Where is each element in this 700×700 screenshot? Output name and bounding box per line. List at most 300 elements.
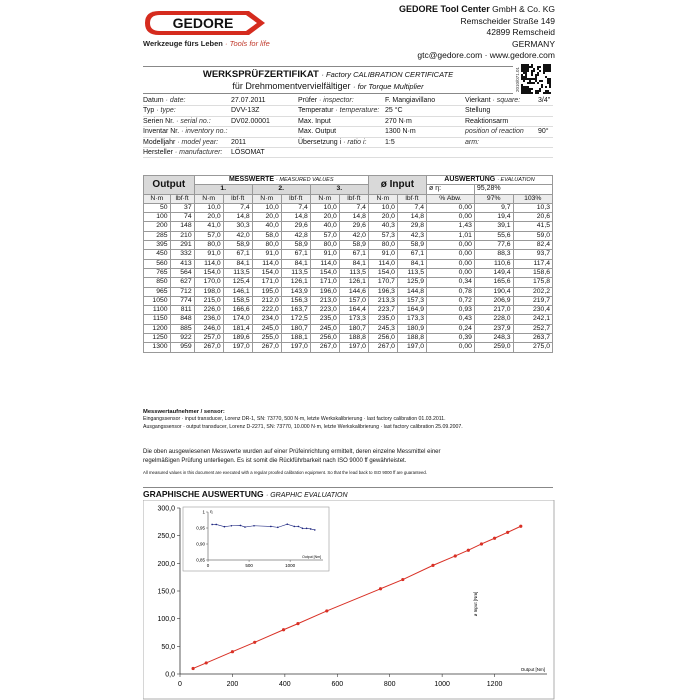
table-cell: 144,8 bbox=[397, 287, 426, 296]
table-cell: 37 bbox=[170, 203, 194, 212]
table-cell: 165,6 bbox=[474, 278, 513, 287]
table-cell: 114,0 bbox=[310, 259, 339, 268]
table-cell: 850 bbox=[144, 278, 171, 287]
traceability-notice bbox=[143, 448, 553, 465]
table-cell: 1050 bbox=[144, 296, 171, 305]
table-cell: 30,3 bbox=[223, 222, 252, 231]
table-cell: 74 bbox=[170, 213, 194, 222]
table-cell: 252,7 bbox=[513, 324, 552, 333]
unit-header: lbf·ft bbox=[339, 194, 368, 203]
table-cell: 0,34 bbox=[426, 278, 474, 287]
table-cell: 67,1 bbox=[339, 250, 368, 259]
table-cell: 195,0 bbox=[252, 287, 281, 296]
table-cell: 235,0 bbox=[368, 315, 397, 324]
table-cell: 1100 bbox=[144, 306, 171, 315]
table-cell: 158,5 bbox=[223, 296, 252, 305]
inset-data-point bbox=[286, 523, 288, 525]
company-suffix: GmbH & Co. KG bbox=[492, 4, 555, 14]
table-cell: 110,6 bbox=[474, 259, 513, 268]
tagline-de: Werkzeuge fürs Leben bbox=[143, 39, 223, 48]
run-3-header: 3. bbox=[310, 185, 368, 194]
table-cell: 114,0 bbox=[252, 259, 281, 268]
data-point bbox=[296, 622, 299, 625]
table-cell: 228,0 bbox=[474, 315, 513, 324]
table-cell: 0,00 bbox=[426, 213, 474, 222]
table-cell: 219,7 bbox=[513, 296, 552, 305]
table-cell: 39,1 bbox=[474, 222, 513, 231]
y-tick-label: 0,0 bbox=[165, 671, 175, 679]
table-cell: 14,8 bbox=[281, 213, 310, 222]
table-cell: 82,4 bbox=[513, 241, 552, 250]
table-cell: 172,5 bbox=[281, 315, 310, 324]
table-cell: 263,7 bbox=[513, 334, 552, 343]
table-cell: 143,9 bbox=[281, 287, 310, 296]
table-cell: 257,0 bbox=[194, 334, 223, 343]
table-cell: 7,4 bbox=[223, 203, 252, 212]
arm-label: arm: bbox=[465, 138, 479, 146]
table-cell: 197,0 bbox=[397, 343, 426, 352]
serial-value: DV02.00001 bbox=[231, 117, 270, 125]
inset-data-point bbox=[306, 528, 308, 530]
table-cell: 20,6 bbox=[513, 213, 552, 222]
square-label: Vierkant · square: bbox=[465, 97, 521, 104]
table-cell: 42,3 bbox=[397, 231, 426, 240]
table-cell: 117,4 bbox=[513, 259, 552, 268]
output-sensor-line: Ausgangssensor · output transducer, Lorenz D-2271, SN: 73770, 10.000 N·m, letzte Werkskalibrierung · last factory calibration 25.09.2007. bbox=[143, 423, 463, 430]
table-cell: 154,0 bbox=[194, 268, 223, 277]
table-cell: 223,0 bbox=[310, 306, 339, 315]
inset-data-point bbox=[211, 524, 213, 526]
table-cell: 84,1 bbox=[397, 259, 426, 268]
table-cell: 180,7 bbox=[281, 324, 310, 333]
table-cell: 170,0 bbox=[194, 278, 223, 287]
table-cell: 144,6 bbox=[339, 287, 368, 296]
table-cell: 84,1 bbox=[281, 259, 310, 268]
table-cell: 67,1 bbox=[397, 250, 426, 259]
table-cell: 188,8 bbox=[397, 334, 426, 343]
table-cell: 10,0 bbox=[310, 203, 339, 212]
table-cell: 188,1 bbox=[281, 334, 310, 343]
table-cell: 256,0 bbox=[368, 334, 397, 343]
inset-data-point bbox=[244, 526, 246, 528]
table-cell: 7,4 bbox=[281, 203, 310, 212]
inset-data-point bbox=[293, 526, 295, 528]
table-cell: 91,0 bbox=[252, 250, 281, 259]
table-row bbox=[144, 278, 553, 287]
table-cell: 217,0 bbox=[474, 306, 513, 315]
table-cell: 156,3 bbox=[281, 296, 310, 305]
table-cell: 126,1 bbox=[281, 278, 310, 287]
notice-line-3: All measured values in this document are executed with a regular proofed calibration equipment. So that the lead back to ISO 9000 ff are guaranteed. bbox=[143, 470, 427, 475]
unit-header: N·m bbox=[368, 194, 397, 203]
info-row bbox=[143, 148, 553, 158]
table-cell: 223,7 bbox=[368, 306, 397, 315]
position-label: Stellung bbox=[465, 107, 491, 115]
table-row bbox=[144, 306, 553, 315]
table-cell: 965 bbox=[144, 287, 171, 296]
measurement-table bbox=[143, 175, 553, 353]
x-axis-label: Output [Nm] bbox=[520, 667, 545, 672]
table-cell: 10,0 bbox=[368, 203, 397, 212]
data-point bbox=[282, 628, 285, 631]
data-point bbox=[431, 564, 434, 567]
data-point bbox=[253, 641, 256, 644]
table-cell: 20,0 bbox=[194, 213, 223, 222]
table-cell: 222,0 bbox=[252, 306, 281, 315]
table-cell: 113,5 bbox=[397, 268, 426, 277]
x-tick-label: 200 bbox=[226, 681, 239, 688]
date-label: Datum · date: bbox=[143, 97, 186, 104]
table-cell: 197,0 bbox=[281, 343, 310, 352]
unit-header: lbf·ft bbox=[281, 194, 310, 203]
table-cell: 67,1 bbox=[223, 250, 252, 259]
table-cell: 29,8 bbox=[397, 222, 426, 231]
table-cell: 164,4 bbox=[339, 306, 368, 315]
max-output-label: Max. Output bbox=[298, 128, 337, 136]
table-cell: 256,0 bbox=[310, 334, 339, 343]
table-cell: 7,4 bbox=[397, 203, 426, 212]
table-cell: 113,5 bbox=[223, 268, 252, 277]
table-cell: 91,0 bbox=[368, 250, 397, 259]
y-axis-label: ø Input [Nm] bbox=[473, 591, 478, 617]
data-point bbox=[506, 531, 509, 534]
info-block bbox=[143, 96, 553, 158]
table-cell: 58,9 bbox=[339, 241, 368, 250]
data-point bbox=[325, 609, 328, 612]
table-cell: 226,0 bbox=[194, 306, 223, 315]
table-cell: 774 bbox=[170, 296, 194, 305]
inventory-label: Inventar Nr. · inventory no.: bbox=[143, 128, 228, 136]
table-cell: 113,5 bbox=[281, 268, 310, 277]
table-cell: 171,0 bbox=[252, 278, 281, 287]
table-cell: 0,93 bbox=[426, 306, 474, 315]
table-cell: 40,3 bbox=[368, 222, 397, 231]
input-sensor-line: Eingangssensor · input transducer, Lorenz DR-1, SN: 73770, 500 N·m, letzte Werkskalibrierung · last factory calibration 01.03.2011. bbox=[143, 416, 446, 423]
table-cell: 7,4 bbox=[339, 203, 368, 212]
table-cell: 267,0 bbox=[368, 343, 397, 352]
ratio-value: 1:5 bbox=[385, 138, 395, 146]
table-cell: 267,0 bbox=[194, 343, 223, 352]
table-cell: 1300 bbox=[144, 343, 171, 352]
table-row bbox=[144, 203, 553, 212]
table-cell: 113,5 bbox=[339, 268, 368, 277]
table-cell: 202,2 bbox=[513, 287, 552, 296]
y-tick-label: 50,0 bbox=[161, 643, 175, 651]
type-value: DVV-13Z bbox=[231, 107, 260, 115]
run-2-header: 2. bbox=[252, 185, 310, 194]
data-point bbox=[231, 650, 234, 653]
table-cell: 154,0 bbox=[368, 268, 397, 277]
table-cell: 0,00 bbox=[426, 259, 474, 268]
inset-chart bbox=[183, 507, 329, 571]
inset-x-tick-label: 1000 bbox=[285, 563, 296, 568]
y-tick-label: 200,0 bbox=[157, 560, 175, 568]
x-tick-label: 1000 bbox=[434, 681, 450, 688]
inset-y-label: η bbox=[210, 509, 213, 514]
table-cell: 125,9 bbox=[397, 278, 426, 287]
inset-data-point bbox=[277, 527, 279, 529]
table-cell: 125,4 bbox=[223, 278, 252, 287]
table-cell: 413 bbox=[170, 259, 194, 268]
output-header: Output bbox=[144, 176, 195, 195]
inset-data-point bbox=[231, 525, 233, 527]
inset-data-point bbox=[314, 529, 316, 531]
inset-y-tick-label: 0,90 bbox=[196, 541, 205, 547]
table-cell: 55,6 bbox=[474, 231, 513, 240]
table-cell: 163,7 bbox=[281, 306, 310, 315]
table-cell: 267,0 bbox=[310, 343, 339, 352]
table-cell: 10,0 bbox=[252, 203, 281, 212]
data-point bbox=[379, 587, 382, 590]
table-row bbox=[144, 213, 553, 222]
info-row bbox=[143, 106, 553, 116]
manufacturer-value: LÖSOMAT bbox=[231, 148, 265, 156]
company-address bbox=[399, 4, 555, 62]
qr-code bbox=[521, 64, 551, 94]
table-cell: 0,78 bbox=[426, 287, 474, 296]
table-cell: 40,0 bbox=[252, 222, 281, 231]
table-cell: 248,3 bbox=[474, 334, 513, 343]
table-body bbox=[144, 203, 553, 352]
table-cell: 58,0 bbox=[252, 231, 281, 240]
data-point bbox=[519, 525, 522, 528]
table-cell: 20,0 bbox=[310, 213, 339, 222]
calibration-chart bbox=[143, 500, 555, 700]
table-cell: 40,0 bbox=[310, 222, 339, 231]
data-point bbox=[493, 537, 496, 540]
evaluation-header: AUSWERTUNG · EVALUATION bbox=[426, 176, 552, 185]
temperature-label: Temperatur · temperature: bbox=[298, 107, 380, 115]
table-cell: 19,4 bbox=[474, 213, 513, 222]
inspector-label: Prüfer · inspector: bbox=[298, 97, 354, 104]
info-row bbox=[143, 138, 553, 148]
info-row bbox=[143, 96, 553, 106]
certificate-title bbox=[143, 66, 513, 94]
table-cell: 275,0 bbox=[513, 343, 552, 352]
sensor-header: Messwertaufnehmer / sensor: bbox=[143, 409, 225, 415]
table-cell: 50 bbox=[144, 203, 171, 212]
table-cell: 1,01 bbox=[426, 231, 474, 240]
input-header: ø Input bbox=[368, 176, 426, 195]
table-cell: 158,6 bbox=[513, 268, 552, 277]
table-row bbox=[144, 315, 553, 324]
unit-header: 103% bbox=[513, 194, 552, 203]
table-cell: 80,0 bbox=[194, 241, 223, 250]
table-cell: 246,0 bbox=[194, 324, 223, 333]
table-cell: 1200 bbox=[144, 324, 171, 333]
table-cell: 148 bbox=[170, 222, 194, 231]
table-cell: 126,1 bbox=[339, 278, 368, 287]
table-cell: 213,0 bbox=[310, 296, 339, 305]
table-cell: 0,72 bbox=[426, 296, 474, 305]
gedore-logo bbox=[143, 8, 269, 38]
data-point bbox=[454, 554, 457, 557]
eta-label: ø η: bbox=[426, 185, 474, 194]
x-tick-label: 1200 bbox=[486, 681, 503, 688]
table-cell: 0,24 bbox=[426, 324, 474, 333]
y-tick-label: 300,0 bbox=[157, 505, 175, 513]
table-cell: 171,0 bbox=[310, 278, 339, 287]
table-cell: 146,1 bbox=[223, 287, 252, 296]
unit-header: N·m bbox=[310, 194, 339, 203]
reaction-position-value: 90° bbox=[538, 128, 549, 136]
inspector-value: F. Mangiavillano bbox=[385, 97, 436, 104]
info-row bbox=[143, 117, 553, 127]
table-row bbox=[144, 296, 553, 305]
inset-data-point bbox=[240, 525, 242, 527]
table-cell: 959 bbox=[170, 343, 194, 352]
table-cell: 173,3 bbox=[397, 315, 426, 324]
graph-heading-en: · GRAPHIC EVALUATION bbox=[265, 492, 348, 499]
unit-header: lbf·ft bbox=[170, 194, 194, 203]
square-value: 3/4" bbox=[538, 97, 551, 104]
subtitle-en: · for Torque Multiplier bbox=[352, 82, 424, 91]
reaction-position-label: position of reaction bbox=[465, 128, 524, 136]
tagline-en: Tools for life bbox=[229, 39, 270, 48]
table-cell: 10,0 bbox=[194, 203, 223, 212]
unit-header: % Abw. bbox=[426, 194, 474, 203]
table-cell: 885 bbox=[170, 324, 194, 333]
table-cell: 848 bbox=[170, 315, 194, 324]
table-cell: 77,6 bbox=[474, 241, 513, 250]
sensor-section bbox=[143, 409, 553, 431]
table-cell: 57,3 bbox=[368, 231, 397, 240]
table-cell: 245,0 bbox=[310, 324, 339, 333]
table-cell: 450 bbox=[144, 250, 171, 259]
table-cell: 149,4 bbox=[474, 268, 513, 277]
table-cell: 42,0 bbox=[223, 231, 252, 240]
table-cell: 234,0 bbox=[252, 315, 281, 324]
table-cell: 14,8 bbox=[397, 213, 426, 222]
table-cell: 560 bbox=[144, 259, 171, 268]
max-output-value: 1300 N·m bbox=[385, 128, 416, 136]
inset-data-point bbox=[224, 526, 226, 528]
table-cell: 210 bbox=[170, 231, 194, 240]
contact: gtc@gedore.com · www.gedore.com bbox=[417, 50, 555, 60]
table-cell: 198,0 bbox=[194, 287, 223, 296]
table-cell: 190,4 bbox=[474, 287, 513, 296]
table-cell: 114,0 bbox=[194, 259, 223, 268]
table-cell: 197,0 bbox=[339, 343, 368, 352]
measured-values-header: MESSWERTE · MEASURED VALUES bbox=[194, 176, 368, 185]
table-cell: 712 bbox=[170, 287, 194, 296]
unit-header: N·m bbox=[194, 194, 223, 203]
data-point bbox=[480, 542, 483, 545]
table-cell: 922 bbox=[170, 334, 194, 343]
table-cell: 245,0 bbox=[252, 324, 281, 333]
table-cell: 0,00 bbox=[426, 343, 474, 352]
table-cell: 1150 bbox=[144, 315, 171, 324]
table-cell: 58,9 bbox=[281, 241, 310, 250]
table-cell: 41,5 bbox=[513, 222, 552, 231]
table-cell: 80,0 bbox=[252, 241, 281, 250]
data-point bbox=[467, 549, 470, 552]
table-row bbox=[144, 241, 553, 250]
table-cell: 1250 bbox=[144, 334, 171, 343]
table-cell: 1,43 bbox=[426, 222, 474, 231]
max-input-label: Max. Input bbox=[298, 117, 331, 125]
table-cell: 332 bbox=[170, 250, 194, 259]
table-cell: 154,0 bbox=[252, 268, 281, 277]
logo-text: GEDORE bbox=[172, 15, 234, 31]
table-cell: 164,9 bbox=[397, 306, 426, 315]
table-cell: 235,0 bbox=[310, 315, 339, 324]
table-cell: 0,00 bbox=[426, 241, 474, 250]
table-row bbox=[144, 222, 553, 231]
table-cell: 91,0 bbox=[310, 250, 339, 259]
table-cell: 20,0 bbox=[368, 213, 397, 222]
table-cell: 196,3 bbox=[368, 287, 397, 296]
inset-data-point bbox=[302, 528, 304, 530]
table-cell: 84,1 bbox=[339, 259, 368, 268]
table-cell: 42,0 bbox=[339, 231, 368, 240]
notice-line-1: Die oben ausgewiesenen Messwerte wurden auf einer Prüfeinrichtung ermittelt, deren einzelne Messmittel einer bbox=[143, 449, 441, 455]
reaction-arm-label: Reaktionsarm bbox=[465, 117, 509, 125]
table-row bbox=[144, 250, 553, 259]
unit-header: N·m bbox=[144, 194, 171, 203]
table-cell: 180,9 bbox=[397, 324, 426, 333]
temperature-value: 25 °C bbox=[385, 107, 403, 115]
table-cell: 259,0 bbox=[474, 343, 513, 352]
date-value: 27.07.2011 bbox=[231, 97, 266, 104]
table-cell: 242,1 bbox=[513, 315, 552, 324]
table-cell: 59,0 bbox=[513, 231, 552, 240]
table-cell: 14,8 bbox=[339, 213, 368, 222]
eta-value: 95,28% bbox=[474, 185, 552, 194]
info-row bbox=[143, 127, 553, 137]
table-cell: 80,0 bbox=[310, 241, 339, 250]
graph-heading-de: GRAPHISCHE AUSWERTUNG bbox=[143, 489, 264, 499]
table-cell: 189,6 bbox=[223, 334, 252, 343]
table-cell: 166,6 bbox=[223, 306, 252, 315]
model-year-label: Modelljahr · model year: bbox=[143, 138, 219, 146]
inset-data-point bbox=[298, 526, 300, 528]
table-cell: 93,7 bbox=[513, 250, 552, 259]
title-de: WERKSPRÜFZERTIFIKAT bbox=[202, 69, 319, 80]
inset-data-point bbox=[215, 524, 217, 526]
table-cell: 395 bbox=[144, 241, 171, 250]
model-year-value: 2011 bbox=[231, 138, 247, 146]
table-cell: 114,0 bbox=[368, 259, 397, 268]
table-cell: 100 bbox=[144, 213, 171, 222]
table-row bbox=[144, 231, 553, 240]
table-cell: 196,0 bbox=[310, 287, 339, 296]
y-tick-label: 250,0 bbox=[157, 533, 175, 541]
table-cell: 0,39 bbox=[426, 334, 474, 343]
unit-header: lbf·ft bbox=[397, 194, 426, 203]
city: 42899 Remscheid bbox=[486, 27, 555, 37]
table-cell: 58,9 bbox=[397, 241, 426, 250]
table-cell: 230,4 bbox=[513, 306, 552, 315]
table-cell: 58,9 bbox=[223, 241, 252, 250]
x-tick-label: 0 bbox=[178, 681, 182, 688]
units-row bbox=[144, 194, 553, 203]
graph-heading bbox=[143, 487, 553, 499]
y-tick-label: 150,0 bbox=[157, 588, 175, 596]
table-cell: 157,0 bbox=[339, 296, 368, 305]
table-cell: 811 bbox=[170, 306, 194, 315]
table-cell: 237,9 bbox=[474, 324, 513, 333]
x-tick-label: 600 bbox=[331, 681, 344, 688]
unit-header: N·m bbox=[252, 194, 281, 203]
table-cell: 206,9 bbox=[474, 296, 513, 305]
inset-x-tick-label: 0 bbox=[206, 563, 210, 568]
table-row bbox=[144, 259, 553, 268]
company-name: GEDORE Tool Center bbox=[398, 4, 490, 14]
x-tick-label: 800 bbox=[383, 681, 396, 688]
unit-header: 97% bbox=[474, 194, 513, 203]
inset-x-label: Output [Nm] bbox=[302, 555, 321, 559]
